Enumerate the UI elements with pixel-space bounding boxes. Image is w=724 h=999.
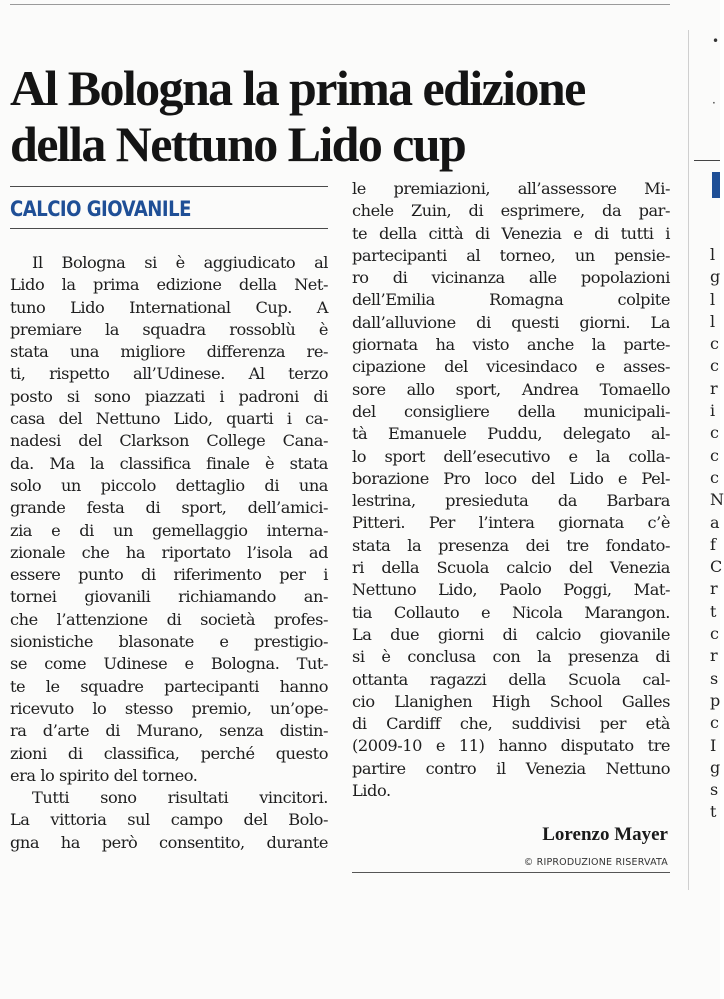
adjacent-text-fragment: t (710, 802, 717, 822)
adjacent-text-fragment: i (710, 401, 716, 421)
text-line: Tutti sono risultati vincitori. (32, 788, 328, 808)
text-line: nadesi del Clarkson College Cana- (10, 431, 328, 451)
text-line: ottanta ragazzi della Scuola cal- (352, 669, 670, 689)
adjacent-text-fragment: c (710, 423, 719, 443)
text-line: tia Collauto e Nicola Marangon. (352, 602, 670, 622)
adjacent-text-fragment: r (710, 579, 718, 599)
adjacent-text-fragment: g (710, 267, 721, 287)
adjacent-text-fragment: s (710, 668, 719, 688)
adjacent-text-fragment: p (710, 690, 721, 710)
text-line: giornata ha visto anche la parte- (352, 335, 670, 355)
text-line: Lido. (352, 781, 391, 801)
adjacent-text-fragment: r (710, 378, 718, 398)
adjacent-mark-1: • (712, 34, 720, 48)
text-line: era lo spirito del torneo. (10, 765, 198, 785)
adjacent-text-fragment: C (710, 557, 723, 577)
adjacent-text-fragment: t (710, 601, 717, 621)
text-line: essere punto di riferimento per i (10, 565, 328, 585)
text-line: che l’attenzione di società profes- (10, 609, 328, 629)
adjacent-text-fragment: N (710, 490, 724, 510)
text-line: Nettuno Lido, Paolo Poggi, Mat- (352, 580, 670, 600)
text-line: zia e di un gemellaggio interna- (10, 520, 328, 540)
text-line: chele Zuin, di esprimere, da par- (352, 201, 670, 221)
adjacent-text-fragment: c (710, 356, 719, 376)
text-line: Il Bologna si è aggiudicato al (32, 253, 328, 272)
text-line: lestrina, presieduta da Barbara (352, 491, 670, 511)
text-line: cipazione del vicesindaco e asses- (352, 357, 670, 377)
text-line: grande festa di sport, dell’amici- (10, 498, 328, 518)
adjacent-text-fragment: c (710, 467, 719, 487)
text-line: da. Ma la classifica finale è stata (10, 453, 328, 473)
author-byline: Lorenzo Mayer (542, 824, 668, 845)
text-line: ti, rispetto all’Udinese. Al terzo (10, 364, 328, 384)
article-column-1 (10, 252, 328, 854)
adjacent-article-column (694, 244, 724, 984)
text-line: te della città di Venezia e di tutti i (352, 223, 670, 243)
adjacent-text-fragment: f (710, 534, 716, 554)
text-line: zionale che ha riportato l’isola ad (10, 542, 328, 562)
adjacent-article-rule (694, 160, 720, 161)
adjacent-text-fragment: l (710, 289, 716, 309)
adjacent-text-fragment: g (710, 757, 721, 777)
headline-line-2: della Nettuno Lido cup (10, 115, 466, 172)
text-line: (2009-10 e 11) hanno disputato tre (352, 736, 670, 756)
text-line: ricevuto lo stesso premio, un’ope- (10, 698, 328, 718)
text-line: di Cardiff che, suddivisi per età (352, 714, 670, 734)
adjacent-text-fragment: c (710, 713, 719, 733)
adjacent-mark-2: · (712, 96, 716, 110)
kicker-bottom-rule (10, 228, 328, 229)
text-line: dall’alluvione di questi giorni. La (352, 312, 670, 332)
copyright-notice: © RIPRODUZIONE RISERVATA (523, 857, 668, 868)
text-line: si è conclusa con la presenza di (352, 647, 670, 667)
text-line: se come Udinese e Bologna. Tut- (10, 654, 328, 674)
text-line: ri della Scuola calcio del Venezia (352, 558, 670, 578)
adjacent-text-fragment: I (710, 735, 717, 755)
text-line: tornei giovanili richiamando an- (10, 587, 328, 607)
adjacent-text-fragment: c (710, 624, 719, 644)
text-line: Pitteri. Per l’intera giornata c’è (352, 513, 670, 533)
text-line: Lido la prima edizione della Net- (10, 275, 328, 295)
text-line: sore allo sport, Andrea Tomaello (352, 379, 670, 399)
top-rule (10, 4, 670, 5)
text-line: dell’Emilia Romagna colpite (352, 290, 670, 310)
text-line: le premiazioni, all’assessore Mi- (352, 179, 670, 198)
text-line: sionistiche blasonate e prestigio- (10, 632, 328, 652)
column-divider (688, 30, 689, 890)
text-line: tuno Lido International Cup. A (10, 297, 328, 317)
adjacent-article-kicker (712, 172, 720, 198)
adjacent-text-fragment: c (710, 334, 719, 354)
text-line: lo sport dell’esecutivo e la colla- (352, 446, 670, 466)
text-line: partecipanti al torneo, un pensie- (352, 245, 670, 265)
article-end-rule (352, 872, 670, 873)
text-line: stata una migliore differenza re- (10, 342, 328, 362)
text-line: posto si sono piazzati i padroni di (10, 386, 328, 406)
adjacent-text-fragment: l (710, 245, 716, 264)
section-kicker: CALCIO GIOVANILE (10, 197, 191, 221)
headline-line-1: Al Bologna la prima edizione (10, 59, 585, 116)
text-line: ro di vicinanza alle popolazioni (352, 268, 670, 288)
text-line: gna ha però consentito, durante (10, 832, 328, 852)
adjacent-text-fragment: s (710, 780, 719, 800)
text-line: te le squadre partecipanti hanno (10, 676, 328, 696)
adjacent-text-fragment: c (710, 445, 719, 465)
article-column-2 (352, 178, 670, 802)
text-line: cio Llanighen High School Galles (352, 691, 670, 711)
adjacent-text-fragment: a (710, 512, 720, 532)
text-line: zioni di classifica, perché questo (10, 743, 328, 763)
text-line: stata la presenza dei tre fondato- (352, 535, 670, 555)
text-line: tà Emanuele Puddu, delegato al- (352, 424, 670, 444)
text-line: La due giorni di calcio giovanile (352, 624, 670, 644)
text-line: La vittoria sul campo del Bolo- (10, 810, 328, 830)
text-line: premiare la squadra rossoblù è (10, 319, 328, 339)
text-line: partire contro il Venezia Nettuno (352, 758, 670, 778)
adjacent-text-fragment: r (710, 646, 718, 666)
text-line: solo un piccolo dettaglio di una (10, 475, 328, 495)
headline (10, 60, 682, 172)
adjacent-text-fragment: l (710, 311, 716, 331)
text-line: casa del Nettuno Lido, quarti i ca- (10, 409, 328, 429)
text-line: ra d’arte di Murano, senza distin- (10, 721, 328, 741)
text-line: borazione Pro loco del Lido e Pel- (352, 468, 670, 488)
text-line: del consigliere della municipali- (352, 401, 670, 421)
kicker-top-rule (10, 186, 328, 187)
